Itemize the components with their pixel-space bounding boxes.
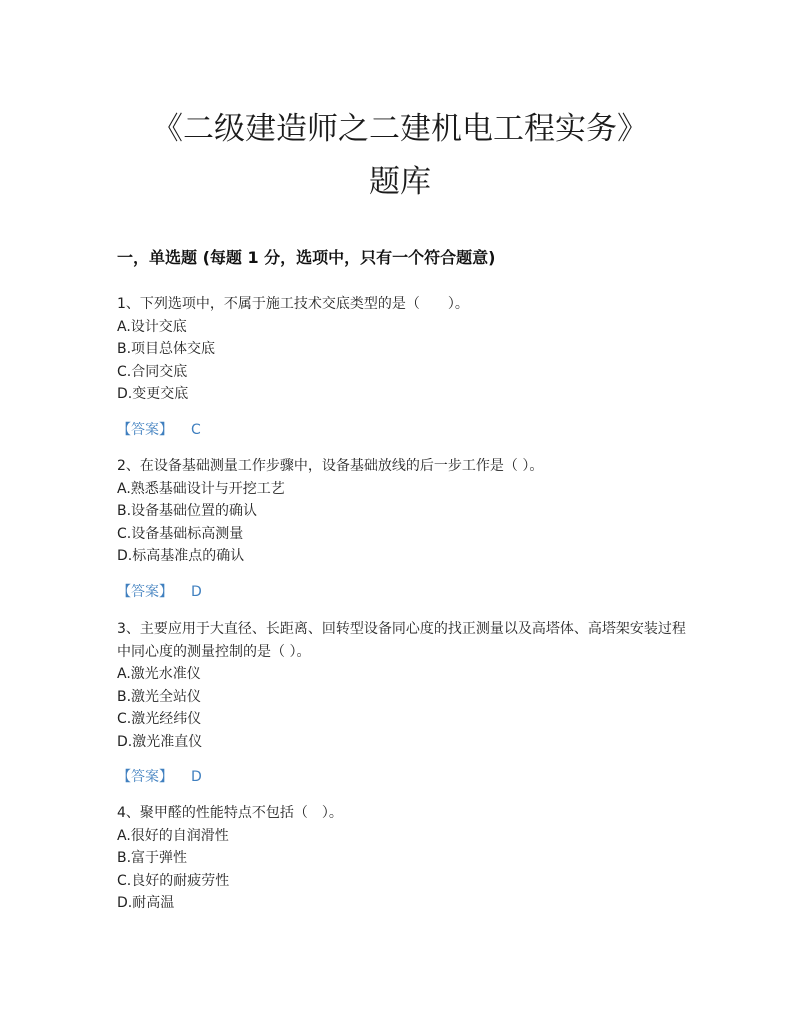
- document-title: 《二级建造师之二建机电工程实务》: [152, 111, 648, 147]
- document-subtitle: 题库: [369, 164, 431, 200]
- option-a: A.激光水准仪: [117, 666, 201, 682]
- section-heading: 一，单选题 (每题 1 分，选项中，只有一个符合题意): [117, 248, 496, 267]
- question-stem: 3、主要应用于大直径、长距离、回转型设备同心度的找正测量以及高塔体、高塔架安装过程中同心度的测量控制的是（ ）。: [117, 621, 686, 660]
- option-d: D.标高基准点的确认: [117, 548, 245, 564]
- option-a: A.设计交底: [117, 318, 187, 335]
- question-1: [117, 293, 687, 406]
- option-c: C.合同交底: [117, 363, 188, 380]
- answer-label: 【答案】: [117, 584, 173, 600]
- question-stem: 4、聚甲醛的性能特点不包括（ ）。: [117, 805, 343, 821]
- answer-value: D: [191, 769, 202, 785]
- answer-value: D: [191, 584, 202, 600]
- option-d: D.变更交底: [117, 386, 189, 402]
- option-c: C.良好的耐疲劳性: [117, 872, 230, 889]
- answer-label: 【答案】: [117, 769, 173, 785]
- question-stem: 1、下列选项中，不属于施工技术交底类型的是（ ）。: [117, 296, 469, 312]
- option-b: B.项目总体交底: [117, 341, 216, 357]
- option-c: C.激光经纬仪: [117, 711, 202, 727]
- option-b: B.激光全站仪: [117, 688, 202, 705]
- option-d: D.激光准直仪: [117, 733, 203, 750]
- option-a: A.很好的自润滑性: [117, 827, 229, 844]
- answer-3: [117, 766, 202, 788]
- question-3: [117, 618, 687, 753]
- question-2: [117, 455, 687, 568]
- question-4: [117, 802, 687, 915]
- option-b: B.设备基础位置的确认: [117, 503, 258, 519]
- option-c: C.设备基础标高测量: [117, 525, 244, 542]
- answer-1: [117, 419, 201, 441]
- option-b: B.富于弹性: [117, 850, 188, 866]
- answer-2: [117, 581, 202, 603]
- option-d: D.耐高温: [117, 895, 175, 911]
- answer-label: 【答案】: [117, 422, 173, 438]
- question-stem: 2、在设备基础测量工作步骤中，设备基础放线的后一步工作是（ ）。: [117, 458, 544, 474]
- answer-value: C: [191, 422, 201, 438]
- option-a: A.熟悉基础设计与开挖工艺: [117, 480, 285, 497]
